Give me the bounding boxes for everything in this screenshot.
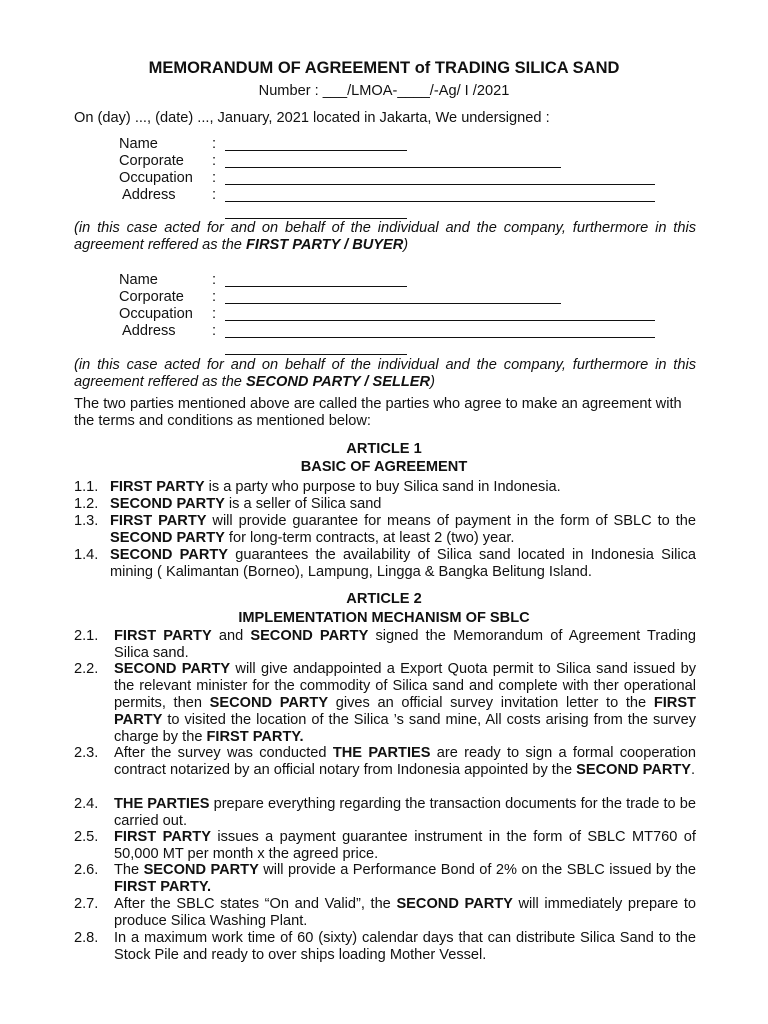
first-party-occupation-row bbox=[119, 170, 679, 187]
clause-1-3: 1.3. FIRST PARTY will provide guarantee for means of payment in the form of SBLC to the SECOND PARTY for long-term contracts, at least 2 (two) year. bbox=[74, 513, 696, 546]
blank-line bbox=[225, 303, 561, 304]
clause-2-4: 2.4. THE PARTIES prepare everything regarding the transaction documents for the trade to be carried out. bbox=[74, 796, 696, 829]
field-colon: : bbox=[212, 272, 217, 288]
article-2-subheading: IMPLEMENTATION MECHANISM OF SBLC bbox=[238, 610, 530, 626]
clause-1-1: 1.1. FIRST PARTY is a party who purpose to buy Silica sand in Indonesia. bbox=[74, 479, 561, 495]
second-party-name-row bbox=[119, 272, 679, 289]
field-label: Name bbox=[119, 136, 158, 152]
field-label: Address bbox=[122, 323, 176, 339]
article-1-heading: ARTICLE 1 bbox=[346, 441, 422, 457]
parties-intro: The two parties mentioned above are called the parties who agree to make an agreement with the terms and conditions as mentioned below: bbox=[74, 396, 682, 429]
second-party-address-row bbox=[119, 323, 679, 340]
field-label: Occupation bbox=[119, 170, 193, 186]
blank-line bbox=[225, 167, 561, 168]
first-party-note: (in this case acted for and on behalf of the individual and the company, furthermore in this agreement reffered as the FIRST PARTY / BUYER) bbox=[74, 220, 696, 253]
field-label: Address bbox=[122, 187, 176, 203]
clause-2-1: 2.1. FIRST PARTY and SECOND PARTY signed the Memorandum of Agreement Trading Silica sand. bbox=[74, 628, 696, 661]
field-label: Name bbox=[119, 272, 158, 288]
clause-2-5: 2.5. FIRST PARTY issues a payment guarantee instrument in the form of SBLC MT760 of 50,000 MT per month x the agreed price. bbox=[74, 829, 696, 862]
second-party-note: (in this case acted for and on behalf of the individual and the company, furthermore in this agreement reffered as the SECOND PARTY / SELLER) bbox=[74, 357, 696, 390]
clause-2-8: 2.8. In a maximum work time of 60 (sixty) calendar days that can distribute Silica Sand to the Stock Pile and ready to over ships loading Mother Vessel. bbox=[74, 930, 696, 963]
clause-2-6: 2.6. The SECOND PARTY will provide a Performance Bond of 2% on the SBLC issued by the FIRST PARTY. bbox=[74, 862, 696, 895]
blank-line bbox=[225, 218, 407, 219]
field-colon: : bbox=[212, 136, 217, 152]
article-1-subheading: BASIC OF AGREEMENT bbox=[300, 459, 468, 475]
first-party-address-row-2 bbox=[119, 204, 679, 221]
first-party-name-row bbox=[119, 136, 679, 153]
blank-line bbox=[225, 320, 655, 321]
blank-line bbox=[225, 184, 655, 185]
field-colon: : bbox=[212, 170, 217, 186]
second-party-occupation-row bbox=[119, 306, 679, 323]
field-colon: : bbox=[212, 289, 217, 305]
clause-2-2: 2.2. SECOND PARTY will give andappointed a Export Quota permit to Silica sand issued by the relevant minister for the commodity of Silica sand and complete with ther operational permits, then SECOND PARTY gives an official survey invitation letter to the FIRST PARTY to visited the location of the Silica ’s sand mine, All costs arising from the survey charge by the FIRST PARTY. bbox=[74, 661, 696, 745]
field-label: Occupation bbox=[119, 306, 193, 322]
document-title: MEMORANDUM OF AGREEMENT of TRADING SILICA SAND bbox=[148, 59, 620, 77]
second-party-address-row-2 bbox=[119, 340, 679, 357]
blank-line bbox=[225, 354, 407, 355]
intro-line: On (day) ..., (date) ..., January, 2021 located in Jakarta, We undersigned : bbox=[74, 110, 550, 126]
field-colon: : bbox=[212, 306, 217, 322]
first-party-address-row bbox=[119, 187, 679, 204]
blank-line bbox=[225, 201, 655, 202]
field-label: Corporate bbox=[119, 153, 184, 169]
clause-1-4: 1.4. SECOND PARTY guarantees the availability of Silica sand located in Indonesia Silica mining ( Kalimantan (Borneo), Lampung, Lingga & Bangka Belitung Island. bbox=[74, 547, 696, 580]
first-party-corporate-row bbox=[119, 153, 679, 170]
blank-line bbox=[225, 286, 407, 287]
field-colon: : bbox=[212, 187, 217, 203]
field-colon: : bbox=[212, 323, 217, 339]
clause-2-3: 2.3. After the survey was conducted THE PARTIES are ready to sign a formal cooperation contract notarized by an official notary from Indonesia appointed by the SECOND PARTY. bbox=[74, 745, 696, 778]
clause-1-2: 1.2. SECOND PARTY is a seller of Silica sand bbox=[74, 496, 382, 512]
blank-line bbox=[225, 337, 655, 338]
blank-line bbox=[225, 150, 407, 151]
field-label: Corporate bbox=[119, 289, 184, 305]
field-colon: : bbox=[212, 153, 217, 169]
second-party-corporate-row bbox=[119, 289, 679, 306]
document-number: Number : ___/LMOA-____/-Ag/ I /2021 bbox=[258, 83, 510, 99]
article-2-heading: ARTICLE 2 bbox=[346, 591, 422, 607]
clause-2-7: 2.7. After the SBLC states “On and Valid”, the SECOND PARTY will immediately prepare to produce Silica Washing Plant. bbox=[74, 896, 696, 929]
